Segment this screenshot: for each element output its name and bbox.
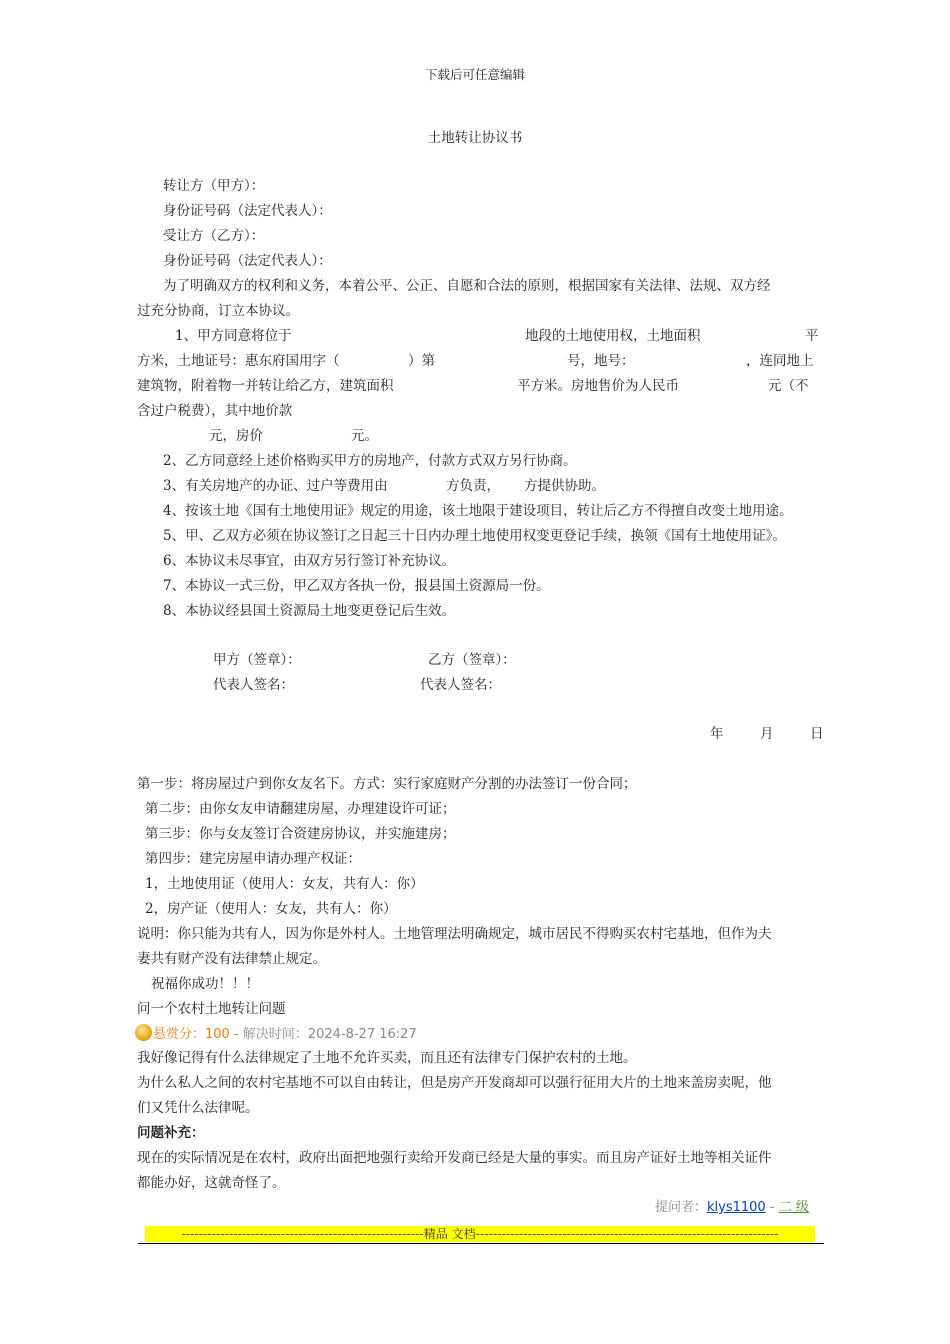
clause-1-part-k: 含过户税费），其中地价款: [137, 403, 293, 419]
question-body-line-3: 们又凭什么法律呢。: [137, 1100, 259, 1116]
clause-1-part-j: 元（不: [768, 378, 809, 394]
supplement-line-2: 都能办好，这就奇怪了。: [137, 1175, 286, 1191]
clause-1-part-l: 元，房价: [209, 428, 263, 444]
clause-1-part-f: 号，地号：: [567, 353, 635, 369]
intro-paragraph-line-2: 过充分协商，订立本协议。: [137, 303, 299, 319]
answer-step-1: 第一步：将房屋过户到你女友名下。方式：实行家庭财产分割的办法签订一份合同；: [137, 776, 637, 792]
question-body-line-2: 为什么私人之间的农村宅基地不可以自由转让，但是房产开发商却可以强行征用大片的土地来盖房卖呢，他: [137, 1075, 772, 1091]
clause-3-part-b: 方负责，: [446, 478, 500, 494]
answer-item-2: 2，房产证（使用人：女友，共有人：你）: [145, 901, 397, 917]
clause-2: 2、乙方同意经上述价格购买甲方的房地产，付款方式双方另行协商。: [163, 453, 577, 469]
coin-icon: [135, 1024, 152, 1041]
clause-1-part-c: 平: [805, 328, 819, 344]
question-title: 问一个农村土地转让问题: [137, 1001, 286, 1017]
party-b-line: 受让方（乙方）：: [163, 228, 265, 244]
document-title: 土地转让协议书: [427, 130, 523, 146]
footer-rule: [138, 1243, 824, 1244]
party-a-line: 转让方（甲方）：: [163, 178, 265, 194]
clause-6: 6、本协议未尽事宜，由双方另行签订补充协议。: [163, 553, 456, 569]
clause-1-part-d: 方米，土地证号：惠东府国用字（: [137, 353, 340, 369]
id-b-line: 身份证号码（法定代表人）：: [163, 253, 332, 269]
asker-name-link[interactable]: klys1100: [707, 1200, 766, 1215]
asker-info: [655, 1199, 809, 1217]
asker-sep: -: [765, 1200, 779, 1215]
intro-paragraph-line-1: 为了明确双方的权利和义务，本着公平、公正、自愿和合法的原则，根据国家有关法律、法规、双方经: [163, 278, 771, 294]
footer-label: 精品 文档: [423, 1227, 476, 1241]
clause-1-part-h: 建筑物，附着物一并转让给乙方，建筑面积: [137, 378, 394, 394]
supplement-line-1: 现在的实际情况是在农村，政府出面把地强行卖给开发商已经是大量的事实。而且房产证好土地等相关证件: [137, 1150, 772, 1166]
question-meta: [135, 1024, 417, 1044]
clause-1-part-b: 地段的土地使用权，土地面积: [525, 328, 701, 344]
clause-3-part-c: 方提供协助。: [524, 478, 605, 494]
reward-label: 悬赏分：: [153, 1027, 206, 1042]
rep-sign-b: 代表人签名：: [420, 677, 501, 693]
sign-party-a: 甲方（签章）：: [213, 652, 301, 668]
supplement-label: 问题补充：: [137, 1125, 205, 1141]
answer-note-line-2: 妻共有财产没有法律禁止规定。: [137, 951, 326, 967]
question-body-line-1: 我好像记得有什么法律规定了土地不允许买卖，而且还有法律专门保护农村的土地。: [137, 1050, 637, 1066]
asker-label: 提问者：: [655, 1200, 708, 1215]
asker-level-link[interactable]: 二 级: [778, 1200, 809, 1215]
clause-1-part-e: ）第: [408, 353, 435, 369]
date-month: 月: [760, 726, 774, 742]
clause-1-part-g: ，连同地上: [746, 353, 814, 369]
date-day: 日: [810, 726, 824, 742]
clause-3-part-a: 3、有关房地产的办证、过户等费用由: [163, 478, 388, 494]
clause-8: 8、本协议经县国土资源局土地变更登记后生效。: [163, 603, 456, 619]
id-a-line: 身份证号码（法定代表人）：: [163, 203, 332, 219]
answer-item-1: 1，土地使用证（使用人：女友，共有人：你）: [145, 876, 424, 892]
clause-7: 7、本协议一式三份，甲乙双方各执一份，报县国土资源局一份。: [163, 578, 550, 594]
clause-1-part-i: 平方米。房地售价为人民币: [517, 378, 679, 394]
clause-5: 5、甲、乙双方必须在协议签订之日起三十日内办理土地使用权变更登记手续，换领《国有土地使用证》。: [163, 528, 786, 544]
resolved-label: - 解决时间：: [229, 1027, 308, 1042]
clause-4: 4、按该土地《国有土地使用证》规定的用途，该土地限于建设项目，转让后乙方不得擅自改变土地用途。: [163, 503, 793, 519]
answer-wish: 祝福你成功！！！: [151, 976, 259, 992]
rep-sign-a: 代表人签名：: [213, 677, 294, 693]
answer-note-line-1: 说明：你只能为共有人，因为你是外村人。土地管理法明确规定，城市居民不得购买农村宅基地，但作为夫: [137, 926, 772, 942]
header-note: 下载后可任意编辑: [424, 67, 525, 82]
answer-step-2: 第二步：由你女友申请翻建房屋，办理建设许可证；: [145, 801, 456, 817]
answer-step-4: 第四步：建完房屋申请办理产权证：: [145, 851, 361, 867]
resolved-time: 2024-8-27 16:27: [307, 1027, 417, 1042]
answer-step-3: 第三步：你与女友签订合资建房协议，并实施建房；: [145, 826, 456, 842]
clause-1-part-m: 元。: [351, 428, 378, 444]
clause-1-part-a: 1、甲方同意将位于: [175, 328, 292, 344]
footer-banner: [145, 1226, 815, 1242]
footer-dashes-left: --------------------------------------------------------: [181, 1227, 424, 1241]
sign-party-b: 乙方（签章）：: [428, 652, 516, 668]
reward-value: 100: [205, 1027, 230, 1042]
date-year: 年: [710, 726, 724, 742]
footer-dashes-right: ----------------------------------------------------------------------: [475, 1227, 779, 1241]
